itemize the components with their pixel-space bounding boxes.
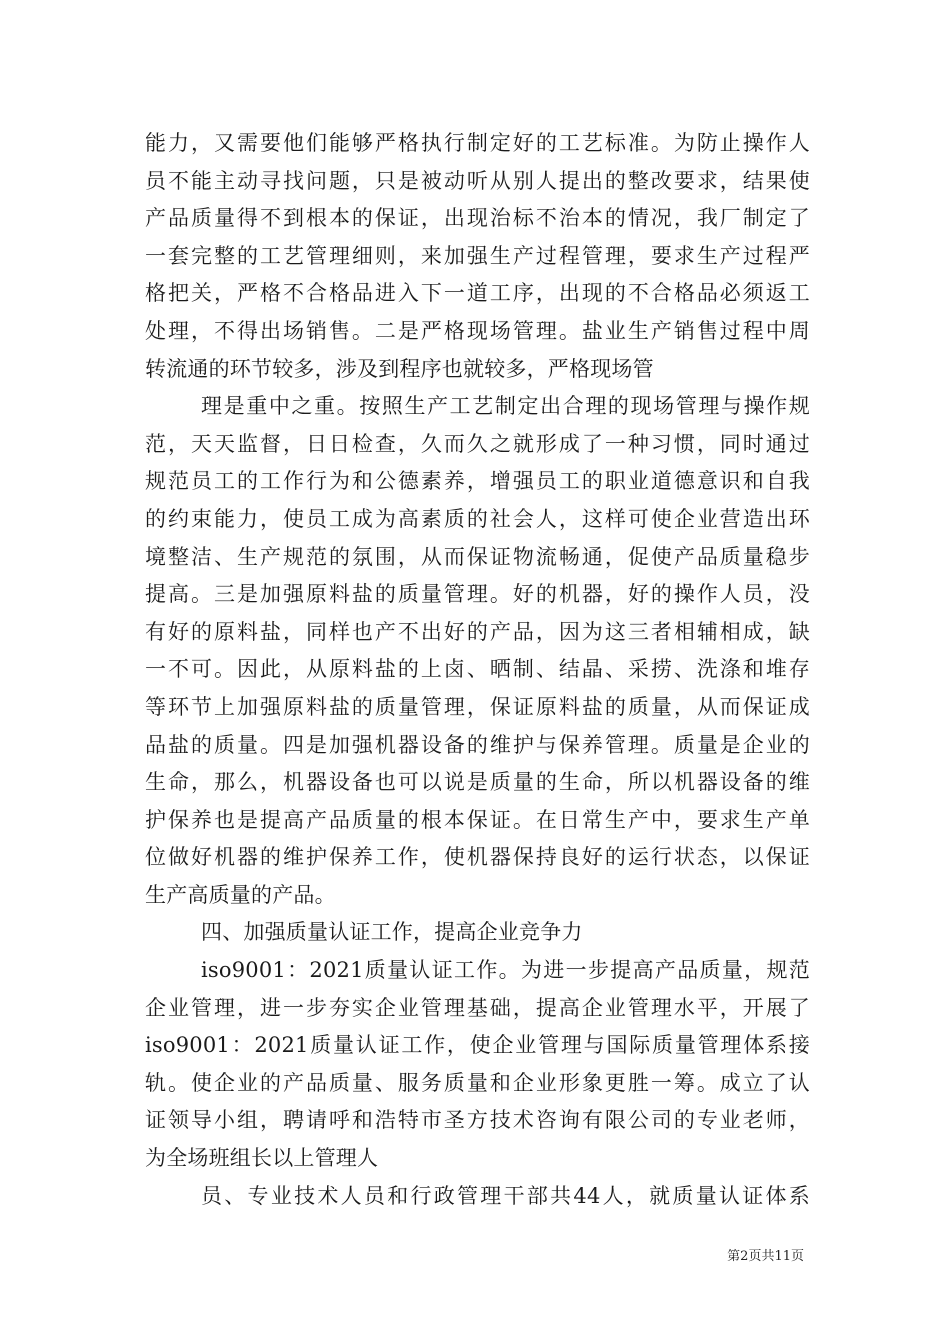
page-number: 第2页共11页 — [727, 1249, 804, 1264]
text-line: 产品质量得不到根本的保证，出现治标不治本的情况，我厂制定了 — [145, 206, 810, 231]
text-line: 生产高质量的产品。 — [145, 882, 336, 907]
text-line: 等环节上加强原料盐的质量管理，保证原料盐的质量，从而保证成 — [145, 694, 810, 719]
text-line: iso9001：2021质量认证工作，使企业管理与国际质量管理体系接 — [145, 1033, 810, 1058]
text-line: 护保养也是提高产品质量的根本保证。在日常生产中，要求生产单 — [145, 807, 810, 832]
text-line: 生命，那么，机器设备也可以说是质量的生命，所以机器设备的维 — [145, 770, 810, 795]
text-line: 一套完整的工艺管理细则，来加强生产过程管理，要求生产过程严 — [145, 243, 810, 268]
text-line: 提高。三是加强原料盐的质量管理。好的机器，好的操作人员，没 — [145, 582, 810, 607]
text-line: 范，天天监督，日日检查，久而久之就形成了一种习惯，同时通过 — [145, 431, 810, 456]
text-line: 境整洁、生产规范的氛围，从而保证物流畅通，促使产品质量稳步 — [145, 544, 810, 569]
text-line: 格把关，严格不合格品进入下一道工序，出现的不合格品必须返工 — [145, 281, 810, 306]
paragraph-first-line: 员、专业技术人员和行政管理干部共44人，就质量认证体系 — [201, 1183, 810, 1208]
document-body — [145, 125, 810, 1215]
text-line: 规范员工的工作行为和公德素养，增强员工的职业道德意识和自我 — [145, 469, 810, 494]
text-line: 能力，又需要他们能够严格执行制定好的工艺标准。为防止操作人 — [145, 131, 810, 155]
text-line: 处理，不得出场销售。二是严格现场管理。盐业生产销售过程中周 — [145, 318, 810, 343]
text-line: 的约束能力，使员工成为高素质的社会人，这样可使企业营造出环 — [145, 506, 810, 531]
paragraph-first-line: iso9001：2021质量认证工作。为进一步提高产品质量，规范 — [201, 958, 810, 983]
text-line: 转流通的环节较多，涉及到程序也就较多，严格现场管 — [145, 356, 654, 381]
text-line: 轨。使企业的产品质量、服务质量和企业形象更胜一筹。成立了认 — [145, 1070, 810, 1095]
text-line: 为全场班组长以上管理人 — [145, 1146, 379, 1171]
text-line: 员不能主动寻找问题，只是被动听从别人提出的整改要求，结果使 — [145, 168, 810, 193]
section-heading: 四、加强质量认证工作，提高企业竞争力 — [201, 920, 583, 945]
text-line: 有好的原料盐，同样也产不出好的产品，因为这三者相辅相成，缺 — [145, 619, 810, 644]
paragraph-first-line: 理是重中之重。按照生产工艺制定出合理的现场管理与操作规 — [201, 394, 810, 419]
text-line: 证领导小组，聘请呼和浩特市圣方技术咨询有限公司的专业老师， — [145, 1108, 810, 1133]
text-line: 一不可。因此，从原料盐的上卤、晒制、结晶、采捞、洗涤和堆存 — [145, 657, 810, 682]
text-line: 位做好机器的维护保养工作，使机器保持良好的运行状态，以保证 — [145, 845, 810, 870]
text-line: 品盐的质量。四是加强机器设备的维护与保养管理。质量是企业的 — [145, 732, 810, 757]
text-line: 企业管理，进一步夯实企业管理基础，提高企业管理水平，开展了 — [145, 995, 810, 1020]
